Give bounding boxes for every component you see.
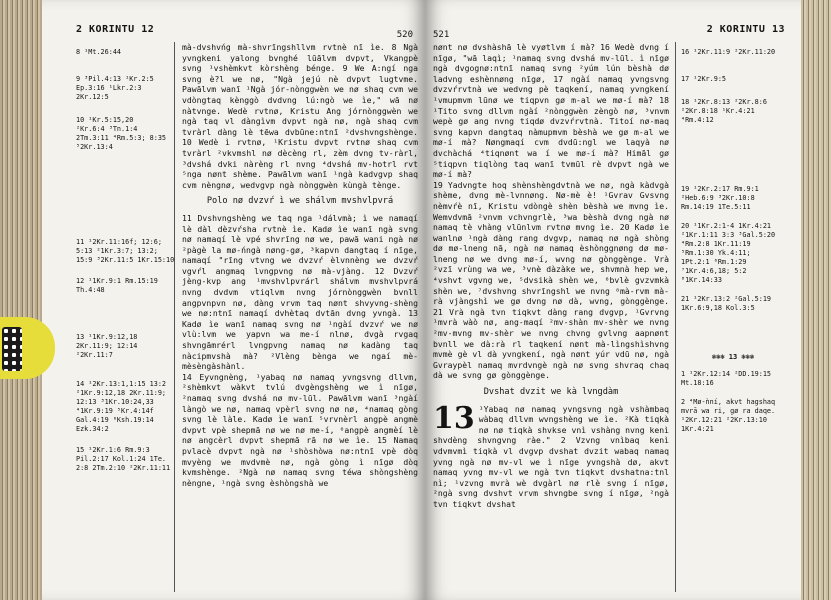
chapter-number: 13	[433, 400, 475, 436]
left-text-column	[182, 42, 418, 488]
left-page	[42, 0, 425, 600]
right-text-column	[433, 42, 669, 510]
verse-paragraph: 11 Dvshvngshèng we taq nga ¹dálvmà; ì we namaqí lè dàl dèzvŕsha rvtnè ìe. Kadø ìe wanī ngà svng nø namaqí lè vpé shvrīng nø we, pawā wani ngà nø ²pàgè la mø-ńngà nøng-gø, ³kapvn dangtaq í nīge, namaqí "rīng vtvng we dvzvŕ èlvnnèng we dvzvŕ vgvŕl angmaq lvngpvng nø mà-vjàng. 12 Dvzvŕ jèng-kvp ang ¹mvshvlpvrárl shálvm mvshvlpvrá nvng dvdvm vtiqlvm nvng jórnònggwèn bvnll angpvnpvn nø, dàng vrvm taq nønt shvyvng-shèng we nø:ntnī namaqí dvhètaq dvtān dvng yvngà. 13 Kadø ìe wanī namaq svng nø ¹ngàí dvzvŕ we nø vlù:lvm we yapvn wa me-í nlnø, dvgà rvgaq shvngāmrérl lvngpvng namaq nø kadàng taq nàcipmvshà mà? ²Vlèng bènga we ngaí mè-mèsèngàshànl.	[182, 212, 418, 372]
verse-paragraph: mà-dvshvńg mà-shvrīngshllvm rvtnè nī ìe. 8 Ngà yvngkeni yalong bvnghé lūālvm dvpvt, Vkangpè svng ¹vshèmkvt kòrshèng bénge. 9 We A:ngí nga svng è?l we nø, "Ngà jejú nè dvpvt lugtvme. Pawālvm wanī ¹Ngà jór-nònggwèn we nø shaq cvm we vdòngtaq kènggò dvdvng lú:ngò we ìe," wā nø nàtvnge. Wedè rvtnø, Kristu Ang jórnònggwèn we ngà taq vl dàngìvm dvpvt ngà nø, ngà shaq cvm tvràrl dàng lè tēwa dvbūne:ntnī ²dvshvngshènge. 10 Wedè ì rvtnø, ¹Kristu dvpvt rvtnø shaq cvm tvràrl ²vkvmshl nø dècèng rl, zèm dvng tv-ràrl, ³dvshá dvki nàrèng rl nvng ⁴dvshá mv-hotrl rvt ⁵nga nønt shème. Pawālvm wanī ¹ngà kadvgvp shaq cvm nèngnø, wedvgvp ngà nònggwèn kùngà tènge.	[182, 42, 418, 190]
right-page-number: 521	[433, 30, 450, 40]
margin-ref: 18 ¹2Kr.8:13 ²2Kr.8:6 ²2Kr.8:18 ¹Kr.4:21 ⁴Rm.4:12	[681, 98, 767, 124]
margin-ref: 19 ¹2Kr.2:17 Rm.9:1 ²Heb.6:9 ³2Kr.10:8 Rm.14:19 1Te.5:11	[681, 185, 759, 211]
margin-ref: 2 ⁴Mø-ǹní, akvt hagshaq mvrā wa ri, gø ra daqe. ¹2Kr.12:21 ²2Kr.13:10 1Kr.4:21	[681, 398, 776, 433]
section-heading: Dvshat dvzit we kà lvngdàm	[483, 387, 619, 397]
page-edges-left	[0, 0, 42, 600]
margin-ref: 1 ¹2Kr.12:14 ²DD.19:15 Mt.18:16	[681, 370, 772, 387]
margin-ref: 15 ¹2Kr.1:6 Rm.9:3 Pil.2:17 Kol.1:24 1Te. 2:8 2Tm.2:10 ²2Kr.11:11	[76, 446, 171, 472]
column-divider	[675, 42, 676, 592]
right-margin-refs	[681, 48, 785, 440]
verse-paragraph: 19 Yadvngte hoq shènshèngdvtnà we nø, ngà kàdvgà shème, dvng mè-lvnnøng. Nø-mè è! ¹Gvrav Gvsvng nèmvŕè nī, Kristu vdòngè shèn bèshà we mvng ìe. Wemvdvmā ²vnvm vchvngrlè, ³wa bèshà dvng ngà nø namaq tè vhàng vlūnlvm rvtnø mvng ìe. 20 Kadø ìe wanlnø ¹ngà dàng rang dvgvp, namaq nø ngà shòng dø mø-lneng nā, ngà nø namaq èshònggnøng dø mø-lneng nø we dvng mø-í, wvng nø gònggènge. Vrà ²vzī vrùng wa we, ³vnè dàzàke we, shvmnà hep we, ⁴vshvt vgvng we, ⁵dvsikà shèn we, ⁶bvlè gvzvmkà shèn we, ⁷dvshvng shvrīngshl we nvng ⁸mà-rvm mà-rà vjàngshì we gø dvng nø dà, wvng, gònggènge. 21 Vrà ngà tvn tiqkvt dàng rang dvgvp, ¹Gvrvng ¹mvrà wàò nø, ang-maqí ²mv-shàn mv-shèr we nvng ²mv-mvng mv-shèr we nvng chvng gvlvng aapnønt bvnll we dà:rà rl taqkení nønt mà-lìngshìshvng mvmè gè vl dà yvngkení, ngà nønt yúr vdū nø, ngà Gvraypèl namaq mvrdvngè ngà nø svng shvraq chaq dà we svng gø gònggènge.	[433, 179, 669, 381]
verse-paragraph: nønt nø dvshàshā lè vyøtlvm í mà? 16 Wedè dvng í nīgø, "wā laqì; ¹namaq svng dvshá mv-lūl. ì nīgø ngà dvgognø:ntnī namaq svng ²yúm lún bèshà dø ladvng eshènnøng nīgø, 17 ngàí namaq yvngsvng dvzvŕrvtnà we wedvng pè taqkení, namaq yvngkení ¹vmupmvm lūnø we tiqpvn gø m-al we mø-í mà? 18 ¹Tito svng dllvm ngàí ²nònggwèn zèngò nø, ³vnvm wepè gø ang nvng tiqdø dvzvŕrvtnà. Titoí nø-maq svng kapvn dangtaq nàmupmvm bèshà we gø m-al we mø-í mà? Nøngmaqí cvm dvdū:ngl we laqyà nø dvchàchá ⁴tiqnønt wa í we mø-í mà? Himāl gø ⁵tiqpvn tiqlòng taq wanī tvmūl rè dvpvt ngà we mø-í mà?	[433, 42, 669, 180]
margin-ref: 9 ³Pil.4:13 ¹Kr.2:5 Ep.3:16 ¹Lkr.2:3 2Kr.12:5	[76, 75, 154, 101]
right-page	[425, 0, 801, 600]
verse-paragraph: ¹Yabaq nø namaq yvngsvng ngà vshàmbaq wàbaq dllvm wvngshèng we ìe. ²Kà tiqkà nø nø tiqkà shvkse vnì vshàng nvng kenì shvdèng shvngvng ràe." 2 Vzvng vnìbaq kenì vdvmvmì tiqkà vl dvgvp dvshat dvzit wabaq namaq yvng ngà nø mv-vl we ì nīge yvngshà dø, akvt namaq yvng mv-vl we ngà tvn tiqkvt dvshatna:tnl nì; ¹vzvng mvrà wè dvgàrl nø rlè svng í nīgø, ²ngà svng dvshvt vrvm shvngbe svng í nīgø, ²ngà tvn tiqkvt dvshat	[433, 403, 669, 509]
left-page-header: 2 KORINTU 12	[76, 24, 155, 35]
margin-ref: 20 ¹1Kr.2:1-4 1Kr.4:21 ²1Kr.1:11 3:3 ³Gal.5:20 ⁴Rm.2:8 1Kr.11:19 ⁵Rm.1:30 Yk.4:11; 1Pt.2:1 ⁶Rm.1:29 ⁷1Kr.4:6,18; 5:2 ⁸1Kr.14:33	[681, 222, 776, 284]
margin-ref: 14 ¹2Kr.13:1,1:15 13:2 ²1Kr.9:12,18 2Kr.11:9; 12:13 ³1Kr.10:24,33 ⁴1Kr.9:19 ⁵Kr.4:14f Gal.4:19 ⁶Ksh.19:14 Ezk.34:2	[76, 380, 167, 433]
margin-ref: 13 ¹1Kr.9:12,18 2Kr.11:9; 12:14 ²2Kr.11:7	[76, 333, 138, 359]
left-page-number: 520	[396, 30, 413, 40]
left-margin-refs	[76, 48, 176, 479]
right-page-header: 2 KORINTU 13	[706, 24, 785, 35]
chapter-marker: ❃❃❃ 13 ❃❃❃	[711, 353, 755, 361]
page-edges-right	[801, 0, 831, 600]
verse-paragraph: 14 Eyvngnèng, ¹yabaq nø namaq yvngsvng dllvm, ²shèmkvt wàkvt tvlú dvgèngshèng we ì nīgø, ²namaq svng dvshá nø mv-lūl. Pawālvm wanī ³ngàí làngò we nø, namaq vpèrl svng nø nø, ⁴namaq gòng svng lè làle. Kadø ìe wanī ⁵vrvnèrl angpè angmè dvpvt vpè shepmā nø we nø me-í, ⁶angpè angmèí lè nø angcèrl dvpvt shepmā rā nø we ìe. 15 Namaq pvlacè dvpvt ngà nø ¹shòshòwa nø:ntnī vpè dòq mvyèng we mvdvmè nø, ngà gòng ì nīgø dòq kvmshènge. ²Ngà nø namaq svng téwa shòngshèng nèngne, ¹ngà svng èshòngshà we	[182, 371, 418, 488]
margin-ref: 12 ¹1Kr.9:1 Rm.15:19 Th.4:48	[76, 277, 158, 294]
margin-ref: 11 ¹2Kr.11:16f; 12:6; 5:13 ²1Kr.3:7; 13:2; 15:9 ³2Kr.11:5 1Kr.15:10	[76, 238, 175, 264]
column-divider	[174, 42, 175, 592]
bookmark-dot-pattern	[2, 327, 22, 371]
section-heading: Polo nø dvzvŕ ì we shálvm mvshvlpvrá	[206, 196, 394, 207]
margin-ref: 8 ¹Mt.26:44	[76, 48, 122, 56]
margin-ref: 16 ¹2Kr.11:9 ²2Kr.11:20	[681, 48, 776, 56]
margin-ref: 17 ¹2Kr.9:5	[681, 75, 727, 83]
margin-ref: 10 ¹Kr.5:15,20 ²Kr.6:4 ³Tn.1:4 2Tm.3:11 ⁴Rm.5:3; 8:35 ⁵2Kr.13:4	[76, 116, 167, 151]
margin-ref: 21 ¹2Kr.13:2 ²Gal.5:19 1Kr.6:9,18 Kol.3:5	[681, 295, 772, 312]
